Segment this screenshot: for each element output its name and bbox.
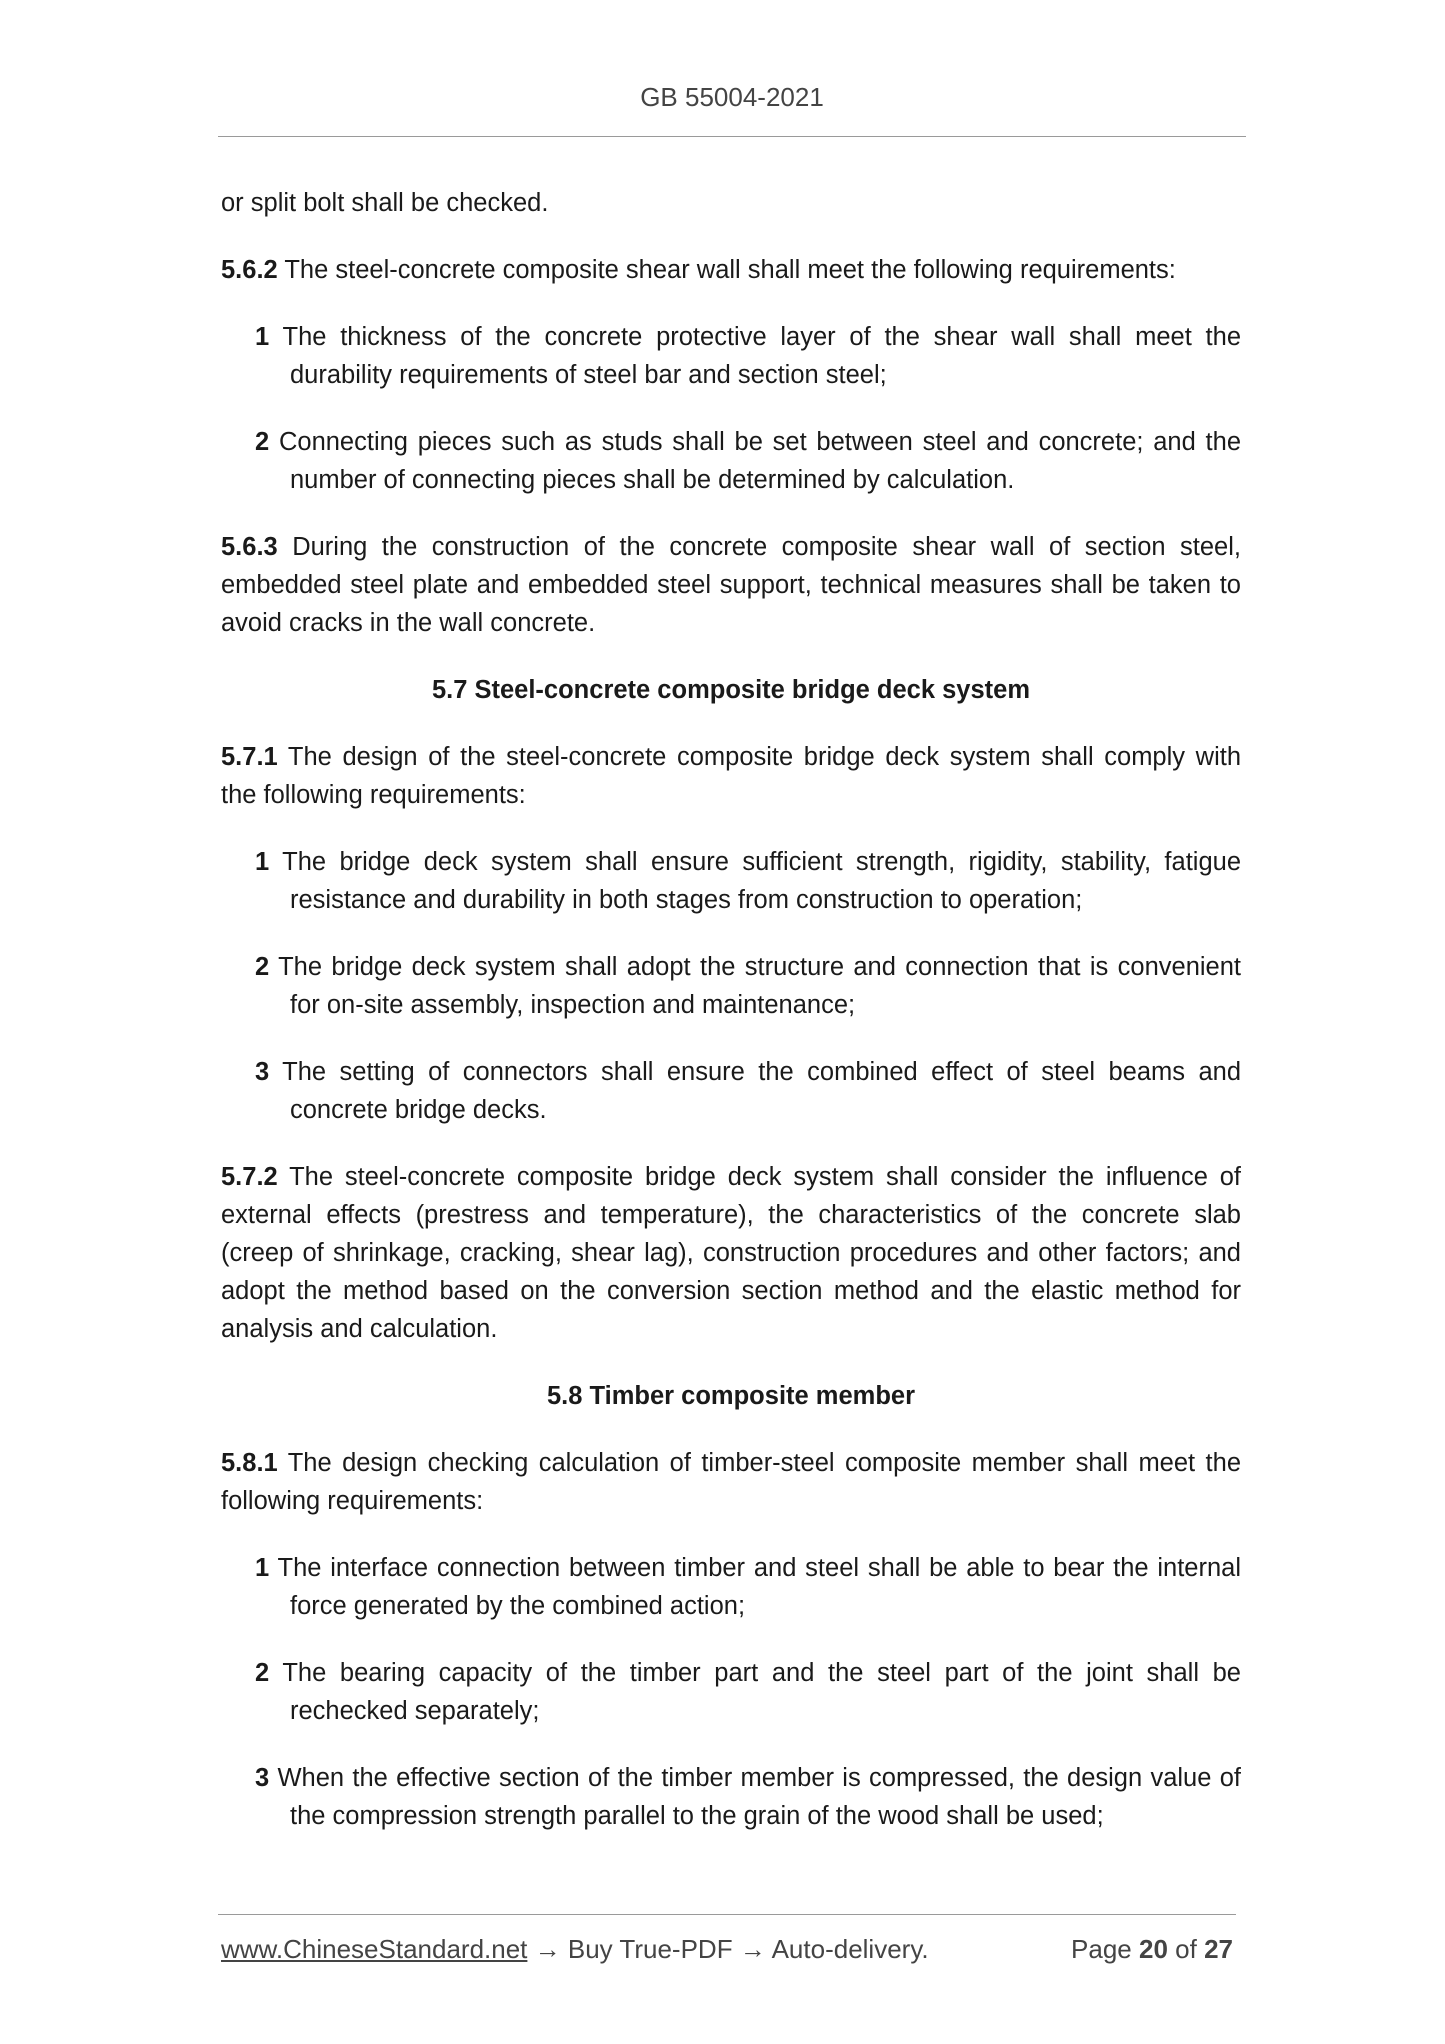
- clause-number: 5.7.2: [221, 1163, 278, 1191]
- clause-number: 5.6.3: [221, 533, 278, 561]
- item-number: 3: [255, 1058, 270, 1086]
- item-number: 1: [255, 848, 270, 876]
- item-text: The bearing capacity of the timber part and the steel part of the joint shall be rechecked separately;: [282, 1659, 1241, 1725]
- document-footer: [221, 1934, 1233, 1965]
- item-number: 2: [255, 428, 270, 456]
- paragraph: [221, 184, 1241, 222]
- item-number: 3: [255, 1764, 270, 1792]
- clause-5-6-2: [221, 251, 1241, 289]
- item-number: 1: [255, 323, 270, 351]
- item-number: 1: [255, 1554, 270, 1582]
- clause-text: The design of the steel-concrete composite bridge deck system shall comply with the following requirements:: [221, 743, 1241, 809]
- clause-5-7-2: [221, 1158, 1241, 1348]
- item-text: Connecting pieces such as studs shall be set between steel and concrete; and the number of connecting pieces shall be determined by calculation.: [278, 428, 1241, 494]
- list-item: [221, 423, 1241, 499]
- item-text: The interface connection between timber and steel shall be able to bear the internal force generated by the combined action;: [277, 1554, 1242, 1620]
- page-indicator: [1071, 1934, 1233, 1965]
- list-item: [221, 843, 1241, 919]
- footer-divider: [218, 1914, 1236, 1915]
- list-item: [221, 1549, 1241, 1625]
- document-body: [221, 184, 1241, 1864]
- clause-number: 5.6.2: [221, 256, 278, 284]
- page-current: 20: [1139, 1934, 1168, 1964]
- page-label: Page: [1071, 1934, 1132, 1964]
- document-header: GB 55004-2021: [640, 82, 824, 112]
- section-title-5-8: 5.8 Timber composite member: [547, 1382, 915, 1410]
- clause-text: The steel-concrete composite shear wall shall meet the following requirements:: [284, 256, 1176, 284]
- clause-5-8-1: [221, 1444, 1241, 1520]
- item-text: When the effective section of the timber member is compressed, the design value of the compression strength parallel to the grain of the wood shall be used;: [277, 1764, 1241, 1830]
- page-of-label: of: [1175, 1934, 1197, 1964]
- clause-number: 5.7.1: [221, 743, 278, 771]
- page-total: 27: [1204, 1934, 1233, 1964]
- paragraph-text: or split bolt shall be checked.: [221, 189, 549, 217]
- clause-5-7-1: [221, 738, 1241, 814]
- item-number: 2: [255, 1659, 270, 1687]
- list-item: [221, 1759, 1241, 1835]
- clause-5-6-3: [221, 528, 1241, 642]
- clause-text: The steel-concrete composite bridge deck system shall consider the influence of external effects (prestress and temperature), the characteristics of the concrete slab (creep of shrinkage, cracking, shear lag), construction procedures and other factors; and adopt the method based on the conversion section method and the elastic method for analysis and calculation.: [221, 1163, 1242, 1343]
- footer-left: [221, 1934, 929, 1965]
- header-divider: [218, 136, 1246, 137]
- list-item: [221, 318, 1241, 394]
- item-text: The bridge deck system shall ensure sufficient strength, rigidity, stability, fatigue resistance and durability in both stages from construction to operation;: [282, 848, 1241, 914]
- clause-text: The design checking calculation of timber-steel composite member shall meet the following requirements:: [221, 1449, 1242, 1515]
- item-number: 2: [255, 953, 270, 981]
- footer-tagline: → Buy True-PDF → Auto-delivery.: [534, 1934, 929, 1964]
- item-text: The bridge deck system shall adopt the structure and connection that is convenient for on-site assembly, inspection and maintenance;: [278, 953, 1241, 1019]
- website-link[interactable]: www.ChineseStandard.net: [221, 1934, 528, 1964]
- clause-number: 5.8.1: [221, 1449, 278, 1477]
- clause-text: During the construction of the concrete composite shear wall of section steel, embedded steel plate and embedded steel support, technical measures shall be taken to avoid cracks in the wall concrete.: [221, 533, 1241, 637]
- item-text: The setting of connectors shall ensure the combined effect of steel beams and concrete bridge decks.: [282, 1058, 1242, 1124]
- list-item: [221, 948, 1241, 1024]
- section-title-5-7: 5.7 Steel-concrete composite bridge deck system: [431, 676, 1031, 704]
- item-text: The thickness of the concrete protective layer of the shear wall shall meet the durability requirements of steel bar and section steel;: [282, 323, 1242, 389]
- list-item: [221, 1654, 1241, 1730]
- list-item: [221, 1053, 1241, 1129]
